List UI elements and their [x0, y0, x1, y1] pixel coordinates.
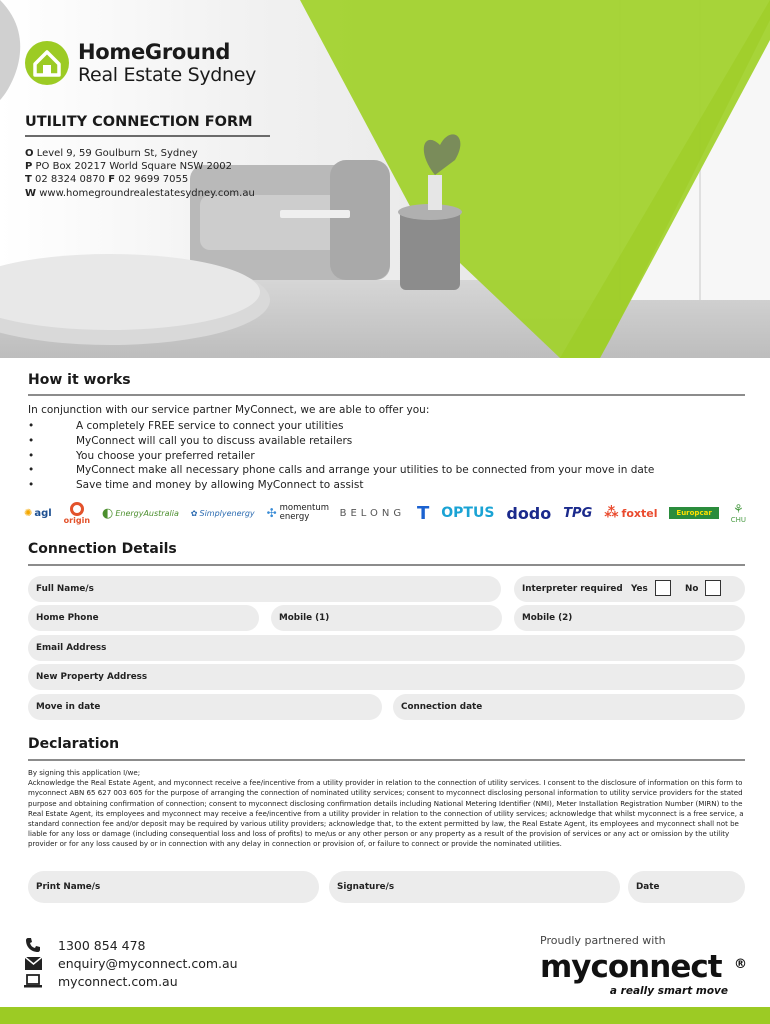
list-item: • Save time and money by allowing MyConnect to assist: [28, 478, 654, 493]
house-logo-icon: [24, 40, 70, 86]
date-field[interactable]: [628, 871, 745, 903]
office-phone: 02 8324 0870: [35, 174, 105, 186]
connection-date-label: Connection date: [401, 702, 483, 712]
phone-row: [24, 936, 238, 954]
myconnect-tagline: a really smart move: [609, 985, 728, 997]
section-divider: [28, 759, 745, 761]
origin-logo: origin: [64, 502, 90, 525]
benefit-list: [28, 419, 654, 493]
connection-details-heading: Connection Details: [28, 541, 177, 557]
section-divider: [28, 564, 745, 566]
how-it-works-intro: In conjunction with our service partner MyConnect, we are able to offer you:: [28, 404, 430, 416]
declaration-text: [28, 768, 744, 850]
mail-icon: [24, 955, 42, 971]
mobile-2-field[interactable]: [514, 605, 745, 631]
full-name-label: Full Name/s: [36, 584, 94, 594]
declaration-heading: Declaration: [28, 736, 120, 752]
move-in-date-label: Move in date: [36, 702, 101, 712]
registered-mark: ®: [734, 957, 746, 972]
declaration-body: Acknowledge the Real Estate Agent, and myconnect receive a fee/incentive from a utility provider in relation to the connection of utility services. I consent to the disclosure of information on this form to myconnect ABN 65 627 003 605 for the purpose of arranging the connection of nominated utility services; consent to myconnect disclosing personal information to utility service providers for the stated purpose and obtaining confirmation of connection; consent to myconnect disclosing confirmation details including National Metering Identifier (NMI), Meter Installation Registration Number (MIRN) to the Real Estate Agent, its employees and myconnect may receive a fee/incentive from a utility provider in relation to the connection of utility services; acknowledge that whilst myconnect is a free service, a standard connection fee and/or deposit may be required by various utility providers; acknowledge that, to the extent permitted by law, the Real Estate Agent, its employees and myconnect shall not be liable for any loss or damage (including consequential loss and loss of profits) to me/us or any other person or any property as a result of the provision of services or any act or omission by the utility provider or for any loss caused by or in connection with any delay in connection or provision of, or failure to connect or provide the nominated utilities.: [28, 778, 744, 849]
list-item: • MyConnect will call you to discuss available retailers: [28, 434, 654, 449]
office-contact-details: O Level 9, 59 Goulburn St, Sydney P PO Box 20217 World Square NSW 2002 T 02 8324 0870 F 02 9699 7055 W www.homegroundrealestatesydney.com.au: [25, 148, 255, 199]
mobile-1-label: Mobile (1): [279, 613, 330, 623]
email-label: Email Address: [36, 643, 107, 653]
hero-banner: [0, 0, 770, 358]
list-item: • MyConnect make all necessary phone calls and arrange your utilities to be connected from your move in date: [28, 463, 654, 478]
no-label: No: [685, 584, 699, 594]
signature-field[interactable]: [329, 871, 620, 903]
optus-logo: OPTUS: [441, 505, 495, 521]
bottom-accent-bar: [0, 1007, 770, 1024]
brand-subtitle: Real Estate Sydney: [78, 63, 257, 86]
belong-logo: BELONG: [339, 507, 406, 519]
momentum-logo: ✣ momentum energy: [266, 503, 330, 522]
new-property-address-field[interactable]: [28, 664, 745, 690]
simplyenergy-logo: ✿ Simplyenergy: [190, 508, 255, 518]
partner-caption: Proudly partnered with: [540, 934, 666, 947]
foxtel-logo: ⁂ foxtel: [604, 505, 658, 521]
mobile-1-field[interactable]: [271, 605, 502, 631]
connection-date-field[interactable]: [393, 694, 745, 720]
homeground-logo: [24, 40, 256, 86]
office-website[interactable]: www.homegroundrealestatesydney.com.au: [39, 187, 255, 199]
signature-label: Signature/s: [337, 882, 395, 892]
new-property-address-label: New Property Address: [36, 672, 148, 682]
web-row: [24, 972, 238, 990]
agl-logo: ✺ agl: [24, 507, 52, 519]
myconnect-contact: [24, 936, 238, 990]
section-divider: [28, 394, 745, 396]
form-title: UTILITY CONNECTION FORM: [25, 114, 253, 130]
myconnect-logo: myconnect ®: [540, 949, 746, 985]
interpreter-label: Interpreter required: [522, 584, 623, 594]
telstra-logo: T: [417, 502, 430, 524]
mobile-2-label: Mobile (2): [522, 613, 573, 623]
print-name-label: Print Name/s: [36, 882, 101, 892]
date-label: Date: [636, 882, 660, 892]
move-in-date-field[interactable]: [28, 694, 382, 720]
myconnect-email[interactable]: enquiry@myconnect.com.au: [58, 955, 238, 971]
provider-logo-strip: [24, 498, 746, 528]
list-item: • A completely FREE service to connect your utilities: [28, 419, 654, 434]
title-underline: [25, 135, 270, 137]
myconnect-partner-block: [540, 934, 750, 997]
brand-name: HomeGround: [78, 39, 231, 64]
email-field[interactable]: [28, 635, 745, 661]
home-phone-field[interactable]: [28, 605, 259, 631]
dodo-logo: dodo: [506, 503, 552, 523]
interpreter-yes-checkbox[interactable]: [655, 580, 671, 596]
full-name-field[interactable]: [28, 576, 501, 602]
office-address: Level 9, 59 Goulburn St, Sydney: [36, 148, 198, 159]
energyaustralia-logo: ◐ EnergyAustralia: [101, 505, 179, 521]
print-name-field[interactable]: [28, 871, 319, 903]
tpg-logo: TPG: [563, 505, 593, 521]
list-item: • You choose your preferred retailer: [28, 449, 654, 464]
email-row: [24, 954, 238, 972]
yes-label: Yes: [631, 584, 648, 594]
office-postal: PO Box 20217 World Square NSW 2002: [35, 161, 232, 173]
home-phone-label: Home Phone: [36, 613, 99, 623]
chu-logo: ⚘ CHU: [730, 502, 746, 524]
interpreter-no-checkbox[interactable]: [705, 580, 721, 596]
laptop-icon: [24, 973, 42, 989]
myconnect-phone[interactable]: 1300 854 478: [58, 937, 146, 953]
europcar-logo: Europcar: [669, 507, 718, 519]
declaration-intro: By signing this application I/we;: [28, 768, 141, 777]
myconnect-website[interactable]: myconnect.com.au: [58, 973, 178, 989]
how-it-works-heading: How it works: [28, 372, 131, 388]
office-fax: 02 9699 7055: [118, 174, 189, 186]
phone-icon: [24, 937, 42, 953]
